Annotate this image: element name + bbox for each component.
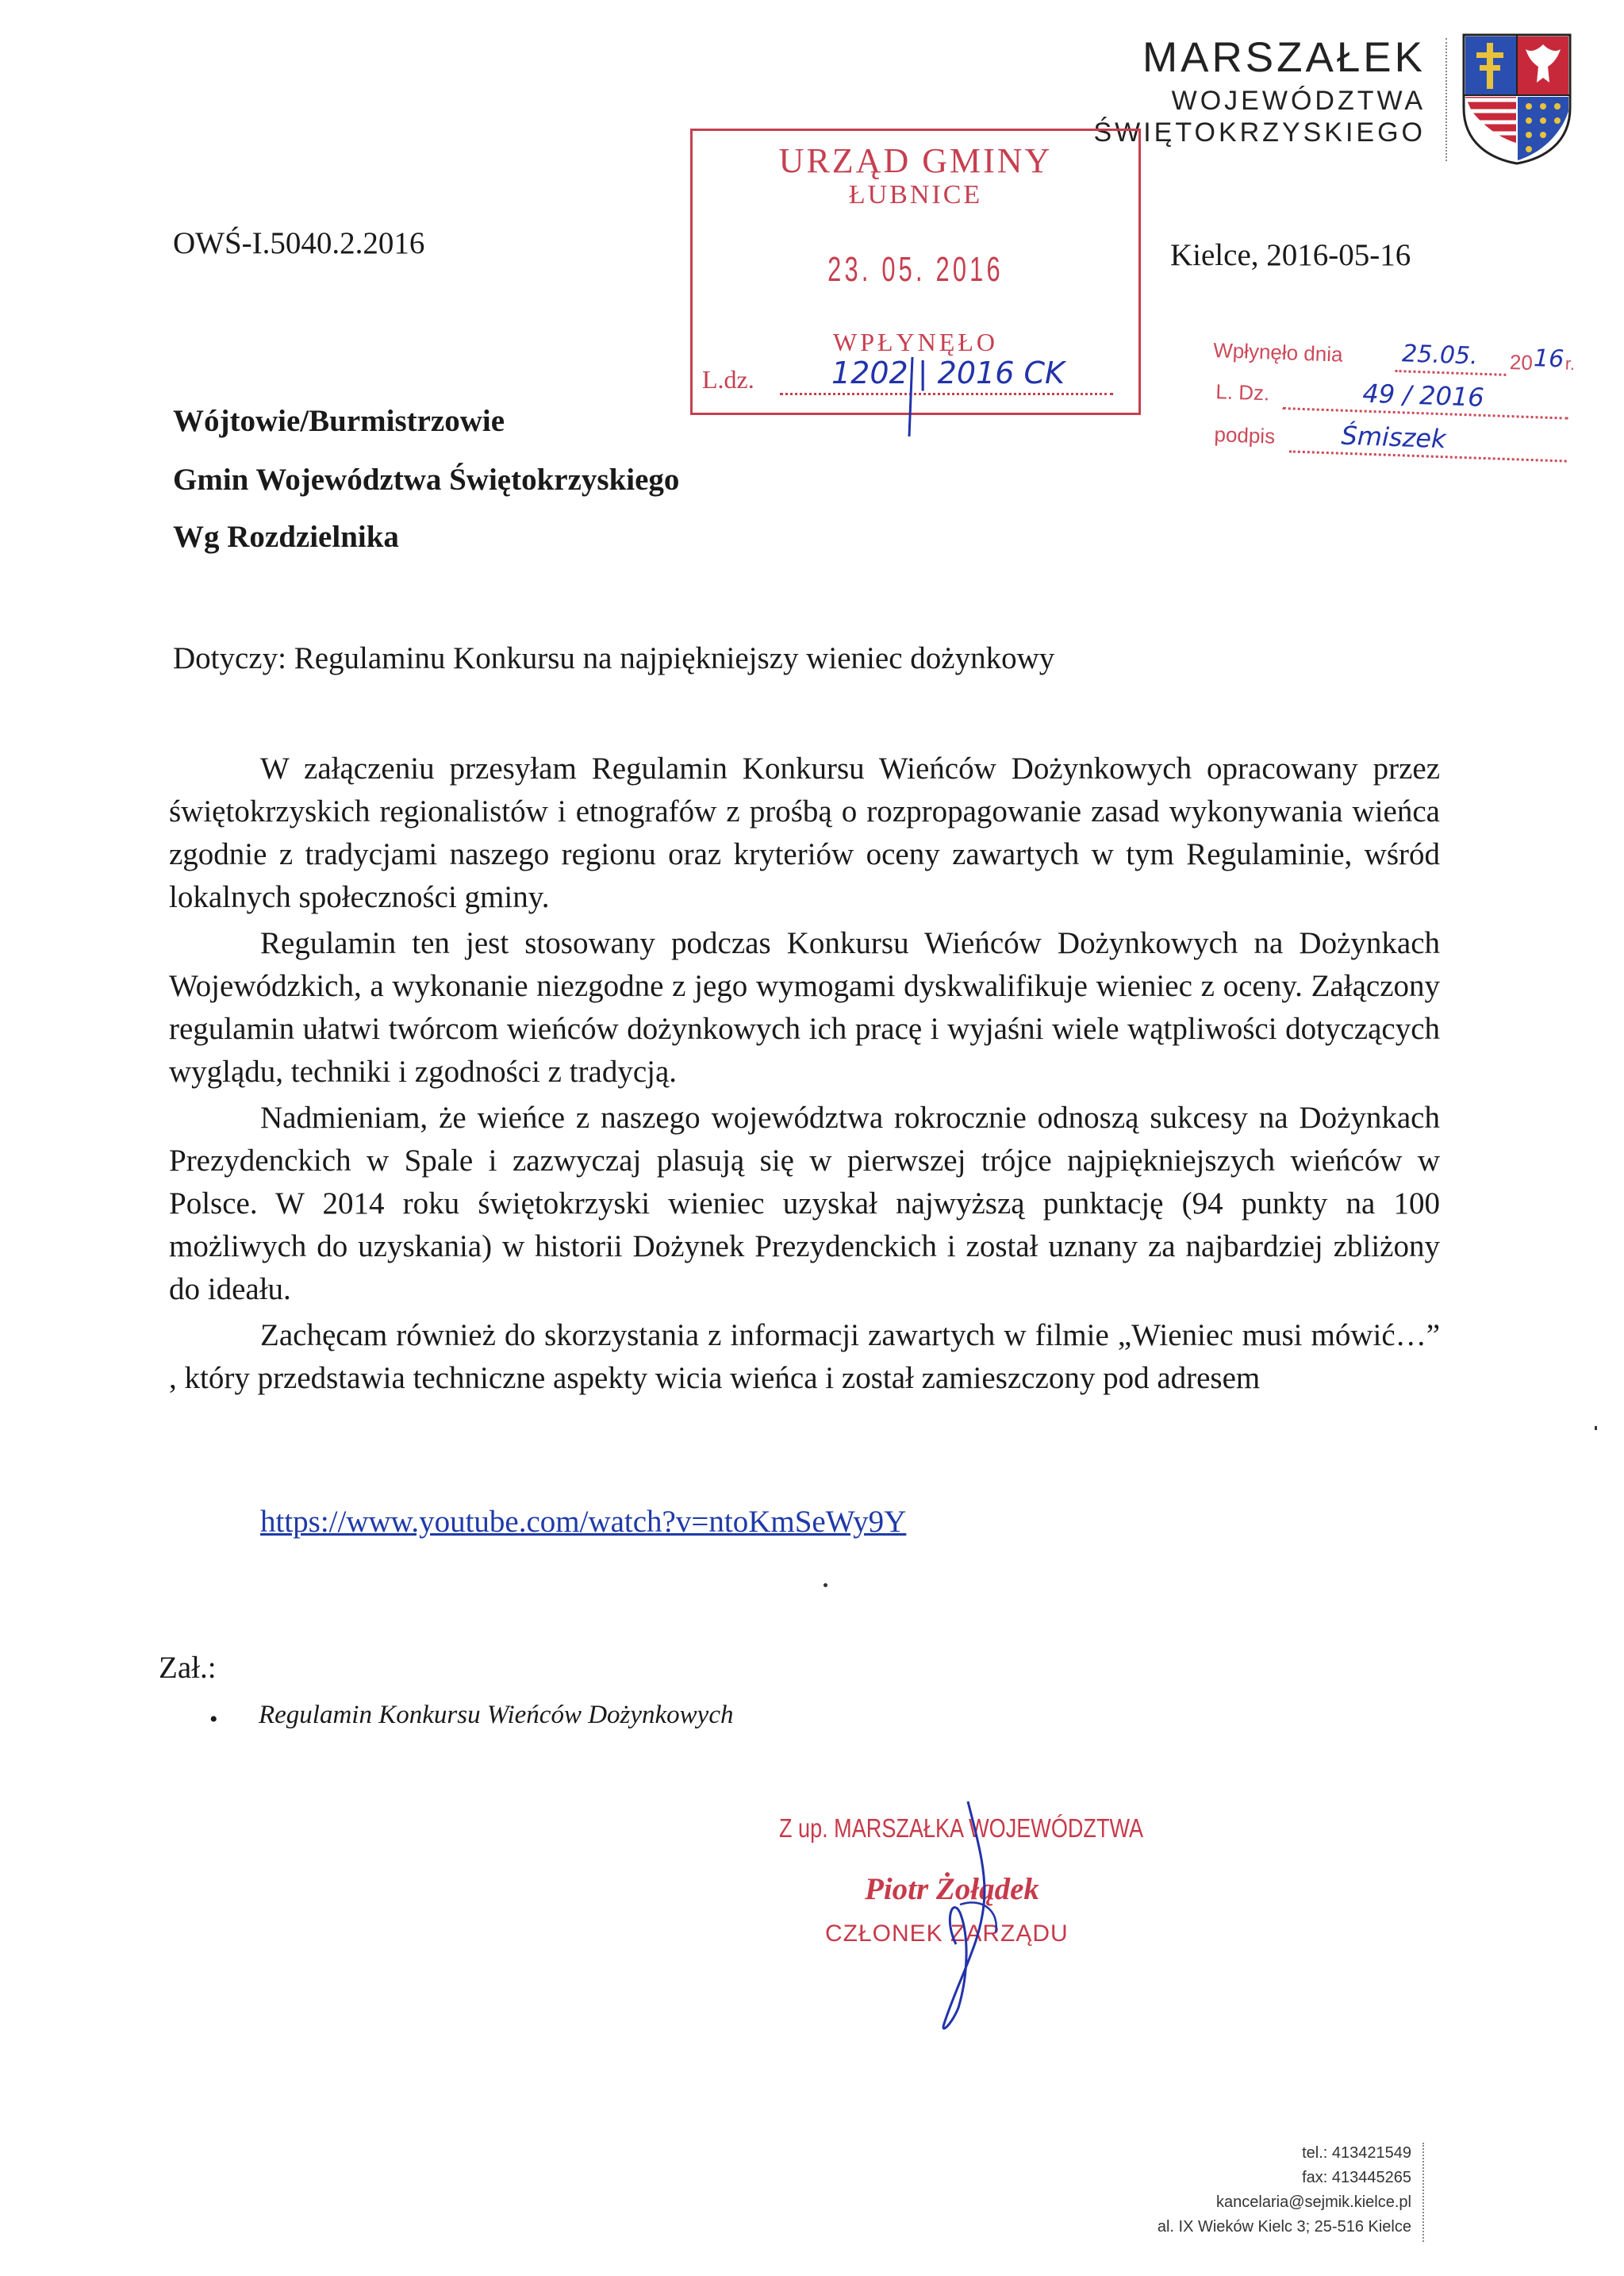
stamp-date: 23. 05. 2016 [827, 250, 1004, 289]
footer-tel: tel.: 413421549 [1302, 2144, 1411, 2162]
attachment-item: Regulamin Konkursu Wieńców Dożynkowych [259, 1701, 734, 1729]
reference-number: OWŚ-I.5040.2.2016 [173, 226, 425, 260]
registry-received-dots [1395, 370, 1506, 376]
registry-ldz-label: L. Dz. [1215, 379, 1270, 406]
registry-signature-label: podpis [1214, 422, 1276, 448]
stamp-town: ŁUBNICE [848, 180, 983, 210]
registry-ldz-value: 49 / 2016 [1361, 378, 1485, 413]
stamp-pen-stroke [896, 349, 944, 444]
stamp-ldz-dots [780, 393, 1113, 395]
coat-of-arms-icon [1461, 32, 1573, 165]
registry-received-label: Wpłynęło dnia [1212, 337, 1344, 367]
registry-year-value: 16 [1533, 344, 1564, 374]
footer-contact [1158, 2141, 1411, 2239]
bullet-icon: • [209, 1706, 218, 1732]
registry-year-prefix: 20 [1509, 350, 1534, 375]
header-region: ŚWIĘTOKRZYSKIEGO [1093, 117, 1426, 148]
stamp-office: URZĄD GMINY [778, 141, 1053, 180]
stray-mark [1595, 1426, 1597, 1430]
recipient-line1: Wójtowie/Burmistrzowie [173, 404, 505, 438]
header-divider [1445, 38, 1447, 161]
registry-received-value: 25.05. [1401, 340, 1479, 371]
registry-stamp [1208, 333, 1587, 505]
signature-title: CZŁONEK ZARZĄDU [825, 1920, 1069, 1947]
subject-line: Dotyczy: Regulaminu Konkursu na najpiękniejszy wieniec dożynkowy [173, 641, 1055, 675]
recipient-line2: Gmin Województwa Świętokrzyskiego [173, 463, 680, 497]
stamp-ldz-label: L.dz. [702, 365, 754, 394]
handwritten-signature [912, 1786, 1039, 2047]
stamp-ldz-value: 1202 | 2016 CK [831, 356, 1065, 390]
footer-divider [1422, 2143, 1424, 2242]
attachments-label: Zał.: [159, 1651, 217, 1685]
video-link[interactable]: https://www.youtube.com/watch?v=ntoKmSeWy9Y [260, 1505, 907, 1539]
stray-dot [824, 1583, 827, 1587]
stamp-received: WPŁYNĘŁO [833, 328, 998, 356]
footer-fax: fax: 413445265 [1302, 2169, 1411, 2186]
letter-date: Kielce, 2016-05-16 [1170, 238, 1411, 272]
registry-year-suffix: r. [1564, 353, 1576, 374]
registry-signature-value: Śmiszek [1340, 420, 1447, 455]
signature-name: Piotr Żołądek [865, 1872, 1039, 1906]
signature-authority: Z up. MARSZAŁKA WOJEWÓDZTWA [779, 1813, 1144, 1843]
recipient-line3: Wg Rozdzielnika [173, 520, 399, 554]
paragraph-2: Regulamin ten jest stosowany podczas Konkursu Wieńców Dożynkowych na Dożynkach Wojewódzkich, a wykonanie niezgodne z jego wymogami dyskwalifikuje wieniec z oceny. Załączony regulamin ułatwi twórcom wieńców dożynkowych ich pracę i wyjaśni wiele wątpliwości dotyczących wyglądu, techniki i zgodności z tradycją. [169, 926, 1440, 1089]
paragraph-4: Zachęcam również do skorzystania z informacji zawartych w filmie „Wieniec musi mówić…” , który przedstawia techniczne aspekty wicia wieńca i został zamieszczony pod adresem [169, 1318, 1440, 1395]
paragraph-1: W załączeniu przesyłam Regulamin Konkursu Wieńców Dożynkowych opracowany przez świętokrzyskich regionalistów i etnografów z prośbą o rozpropagowanie zasad wykonywania wieńca zgodnie z tradycjami naszego regionu oraz kryteriów oceny zawartych w tym Regulaminie, wśród lokalnych społeczności gminy. [169, 752, 1440, 914]
footer-address: al. IX Wieków Kielc 3; 25-516 Kielce [1157, 2218, 1411, 2236]
paragraph-3: Nadmieniam, że wieńce z naszego województwa rokrocznie odnoszą sukcesy na Dożynkach Prezydenckich w Spale i zazwyczaj plasują się w pierwszej trójce najpiękniejszych wieńców w Polsce. W 2014 roku świętokrzyski wieniec uzyskał najwyższą punktację (94 punkty na 100 możliwych do uzyskania) w historii Dożynek Prezydenckich i został uznany za najbardziej zbliżony do ideału. [169, 1101, 1440, 1306]
letter-body [169, 748, 1440, 1400]
header-subtitle: WOJEWÓDZTWA [1171, 86, 1426, 116]
footer-email: kancelaria@sejmik.kielce.pl [1216, 2193, 1411, 2211]
header-title: MARSZAŁEK [1142, 34, 1426, 81]
